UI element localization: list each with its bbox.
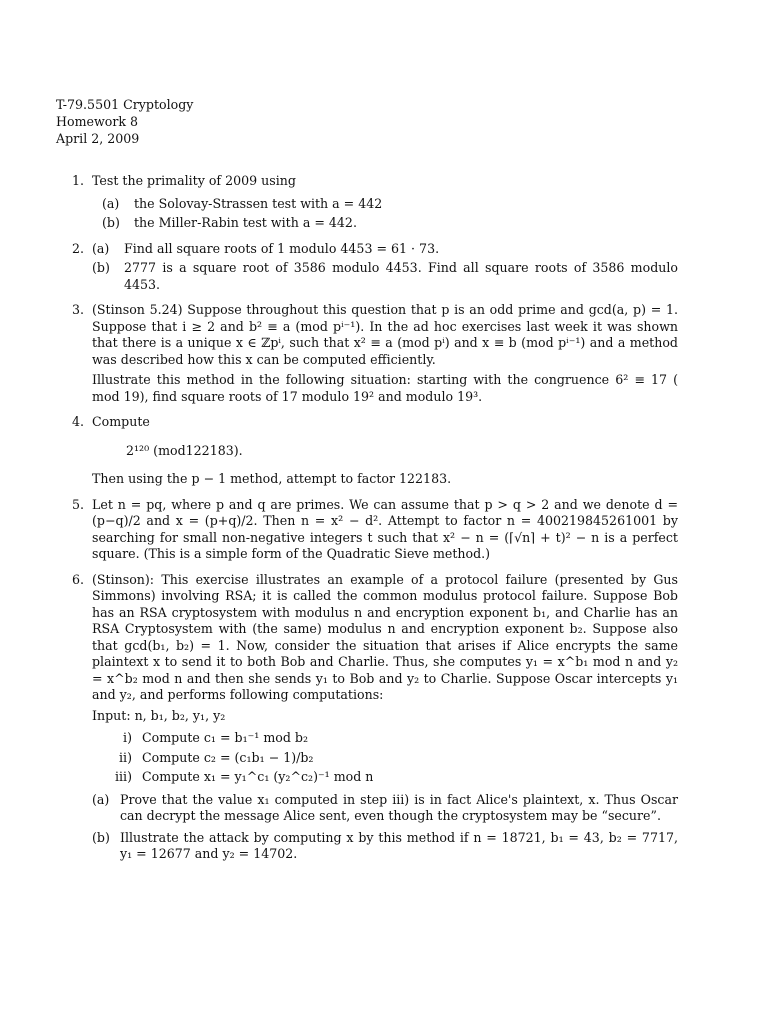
- step-text: Compute c₁ = b₁⁻¹ mod b₂: [142, 730, 309, 745]
- problem-paragraph: (Stinson): This exercise illustrates an example of a protocol failure (presented by Gus Simmons) involving RSA; it is called the common modulus protocol failure. Suppose Bob has an RSA cryptosystem with modulus n and encryption exponent b₁, and Charlie has an RSA Cryptosystem with (the same) modulus n and encryption exponent b₂. Suppose also that gcd(b₁, b₂) = 1. Now, consider the situation that arises if Alice encrypts the same plaintext x to send it to both Bob and Charlie. Thus, she computes y₁ = x^b₁ mod n and y₂ = x^b₂ mod n and then she sends y₁ to Bob and y₂ to Charlie. Suppose Oscar intercepts y₁ and y₂, and performs following computations:: [92, 571, 678, 702]
- problem-6: [72, 572, 678, 863]
- problem-number: 5.: [72, 496, 85, 512]
- subpart: [92, 830, 678, 863]
- subpart: [92, 792, 678, 825]
- document-header: [56, 97, 456, 148]
- subitem-label: (a): [102, 195, 120, 211]
- subitem-list: [102, 196, 678, 232]
- subpart-label: (b): [92, 829, 110, 845]
- step-label: ii): [119, 749, 132, 765]
- problem-paragraph: (Stinson 5.24) Suppose throughout this question that p is an odd prime and gcd(a, p) = 1. Suppose that i ≥ 2 and b² ≡ a (mod pⁱ⁻¹). In the ad hoc exercises last week it was shown that there is a unique x ∈ ℤpⁱ, such that x² ≡ a (mod pⁱ) and x ≡ b (mod pⁱ⁻¹) and a method was described how this x can be computed efficiently.: [92, 302, 678, 367]
- step-text: Compute x₁ = y₁^c₁ (y₂^c₂)⁻¹ mod n: [142, 769, 374, 784]
- problem-2: [72, 241, 678, 294]
- algorithm-step: [102, 769, 678, 786]
- problem-number: 6.: [72, 571, 85, 587]
- algorithm-step: [102, 730, 678, 747]
- algorithm-step: [102, 750, 678, 767]
- homework-number: Homework 8: [56, 114, 138, 129]
- problem-paragraph: Then using the p − 1 method, attempt to factor 122183.: [92, 471, 452, 486]
- subpart-text: Prove that the value x₁ computed in step iii) is in fact Alice's plaintext, x. Thus Oscar can decrypt the message Alice sent, even though the cryptosystem may be “secure”.: [120, 791, 678, 823]
- subitem-text: 2777 is a square root of 3586 modulo 4453. Find all square roots of 3586 modulo 4453.: [124, 260, 678, 292]
- course-title: T-79.5501 Cryptology: [56, 97, 194, 112]
- subpart-label: (a): [92, 791, 110, 807]
- subitem: [92, 260, 678, 293]
- problem-3: [72, 302, 678, 405]
- subitem-text: Find all square roots of 1 modulo 4453 = 61 · 73.: [124, 240, 440, 256]
- problem-list: [72, 173, 678, 872]
- problem-intro: Test the primality of 2009 using: [92, 173, 296, 188]
- subitem-label: (b): [102, 215, 120, 230]
- step-label: iii): [115, 769, 132, 784]
- problem-number: 2.: [72, 240, 85, 256]
- subpart-text: Illustrate the attack by computing x by this method if n = 18721, b₁ = 43, b₂ = 7717, y₁ = 12677 and y₂ = 14702.: [120, 829, 678, 861]
- problem-4: [72, 414, 678, 488]
- algorithm-input: Input: n, b₁, b₂, y₁, y₂: [92, 707, 226, 723]
- subitem-text: the Solovay-Strassen test with a = 442: [134, 195, 383, 211]
- problem-number: 4.: [72, 414, 85, 429]
- subitem: [92, 241, 678, 258]
- subitem: [102, 196, 678, 213]
- problem-paragraph: Let n = pq, where p and q are primes. We can assume that p > q > 2 and we denote d = (p−q)/2 and x = (p+q)/2. Then n = x² − d². Attempt to factor n = 400219845261001 by searching for small non-negative integers t such that x² − n = (⌈√n⌉ + t)² − n is a perfect square. (This is a simple form of the Quadratic Sieve method.): [92, 496, 678, 561]
- subitem-label: (a): [92, 240, 110, 256]
- problem-number: 3.: [72, 302, 85, 317]
- subitem-text: the Miller-Rabin test with a = 442.: [134, 215, 357, 230]
- problem-paragraph: Illustrate this method in the following situation: starting with the congruence 6² ≡ 17 ( mod 19), find square roots of 17 modulo 19² and modulo 19³.: [92, 372, 678, 404]
- problem-5: [72, 497, 678, 563]
- problem-intro: Compute: [92, 414, 150, 429]
- algorithm-steps: [102, 730, 678, 786]
- document-date: April 2, 2009: [56, 131, 140, 146]
- subitem: [102, 215, 678, 232]
- problem-1: [72, 173, 678, 232]
- subpart-list: [92, 792, 678, 863]
- display-formula: 2¹²⁰ (mod122183).: [126, 442, 243, 458]
- problem-number: 1.: [72, 173, 85, 188]
- step-label: i): [123, 730, 132, 745]
- step-text: Compute c₂ = (c₁b₁ − 1)/b₂: [142, 749, 314, 765]
- subitem-label: (b): [92, 260, 110, 275]
